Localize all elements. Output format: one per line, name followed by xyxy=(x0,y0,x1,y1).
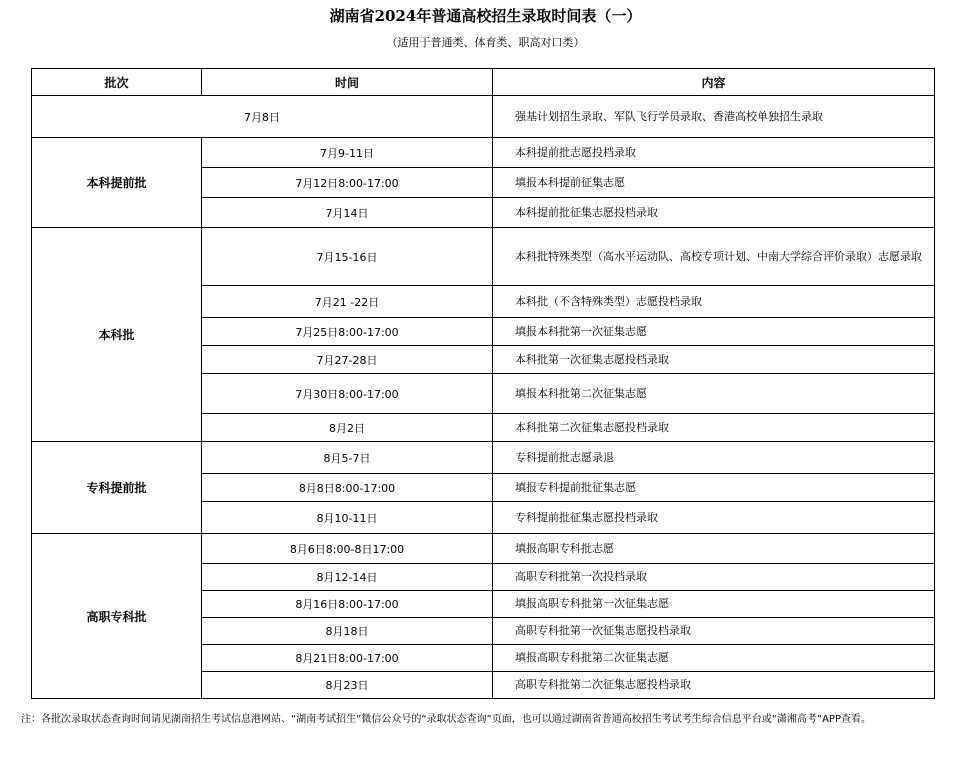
content-cell: 填报高职专科批志愿 xyxy=(493,534,935,564)
time-cell: 7月12日8:00-17:00 xyxy=(202,168,493,198)
time-cell: 8月21日8:00-17:00 xyxy=(202,645,493,672)
header-batch: 批次 xyxy=(32,69,202,96)
content-cell: 填报本科批第一次征集志愿 xyxy=(493,318,935,346)
time-cell: 8月5-7日 xyxy=(202,442,493,474)
batch-cell: 专科提前批 xyxy=(32,442,202,534)
table-row xyxy=(32,228,935,286)
table-row xyxy=(32,138,935,168)
time-cell: 7月14日 xyxy=(202,198,493,228)
header-time: 时间 xyxy=(202,69,493,96)
time-cell: 7月8日 xyxy=(32,96,493,138)
time-cell: 8月2日 xyxy=(202,414,493,442)
content-cell: 高职专科批第一次征集志愿投档录取 xyxy=(493,618,935,645)
time-cell: 7月9-11日 xyxy=(202,138,493,168)
schedule-table xyxy=(31,68,935,699)
batch-cell: 本科提前批 xyxy=(32,138,202,228)
batch-cell: 本科批 xyxy=(32,228,202,442)
content-cell: 强基计划招生录取、军队飞行学员录取、香港高校单独招生录取 xyxy=(493,96,935,138)
content-cell: 本科提前批征集志愿投档录取 xyxy=(493,198,935,228)
time-cell: 8月16日8:00-17:00 xyxy=(202,591,493,618)
content-cell: 填报高职专科批第二次征集志愿 xyxy=(493,645,935,672)
time-cell: 7月27-28日 xyxy=(202,346,493,374)
batch-cell: 高职专科批 xyxy=(32,534,202,699)
content-cell: 填报高职专科批第一次征集志愿 xyxy=(493,591,935,618)
content-cell: 填报本科提前征集志愿 xyxy=(493,168,935,198)
table-row xyxy=(32,96,935,138)
content-cell: 专科提前批征集志愿投档录取 xyxy=(493,502,935,534)
content-cell: 填报本科批第二次征集志愿 xyxy=(493,374,935,414)
content-cell: 本科批第二次征集志愿投档录取 xyxy=(493,414,935,442)
time-cell: 8月8日8:00-17:00 xyxy=(202,474,493,502)
content-cell: 本科批（不含特殊类型）志愿投档录取 xyxy=(493,286,935,318)
content-cell: 高职专科批第一次投档录取 xyxy=(493,564,935,591)
page-title: 湖南省2024年普通高校招生录取时间表（一） xyxy=(329,7,642,25)
table-row xyxy=(32,534,935,564)
content-cell: 本科批第一次征集志愿投档录取 xyxy=(493,346,935,374)
content-cell: 本科批特殊类型（高水平运动队、高校专项计划、中南大学综合评价录取）志愿录取 xyxy=(493,228,935,286)
time-cell: 7月30日8:00-17:00 xyxy=(202,374,493,414)
time-cell: 7月25日8:00-17:00 xyxy=(202,318,493,346)
content-cell: 填报专科提前批征集志愿 xyxy=(493,474,935,502)
time-cell: 8月10-11日 xyxy=(202,502,493,534)
content-cell: 高职专科批第二次征集志愿投档录取 xyxy=(493,672,935,699)
time-cell: 8月18日 xyxy=(202,618,493,645)
footnote: 注：各批次录取状态查询时间请见湖南招生考试信息港网站、“湖南考试招生”微信公众号的“录取状态查询”页面，也可以通过湖南省普通高校招生考试考生综合信息平台或“潇湘高考”APP查看。 xyxy=(21,714,871,725)
time-cell: 7月21 -22日 xyxy=(202,286,493,318)
time-cell: 8月6日8:00-8日17:00 xyxy=(202,534,493,564)
page-subtitle: （适用于普通类、体育类、职高对口类） xyxy=(386,36,585,49)
table-header-row xyxy=(32,69,935,96)
header-content: 内容 xyxy=(493,69,935,96)
time-cell: 8月23日 xyxy=(202,672,493,699)
table-row xyxy=(32,442,935,474)
content-cell: 专科提前批志愿录退 xyxy=(493,442,935,474)
time-cell: 8月12-14日 xyxy=(202,564,493,591)
time-cell: 7月15-16日 xyxy=(202,228,493,286)
content-cell: 本科提前批志愿投档录取 xyxy=(493,138,935,168)
